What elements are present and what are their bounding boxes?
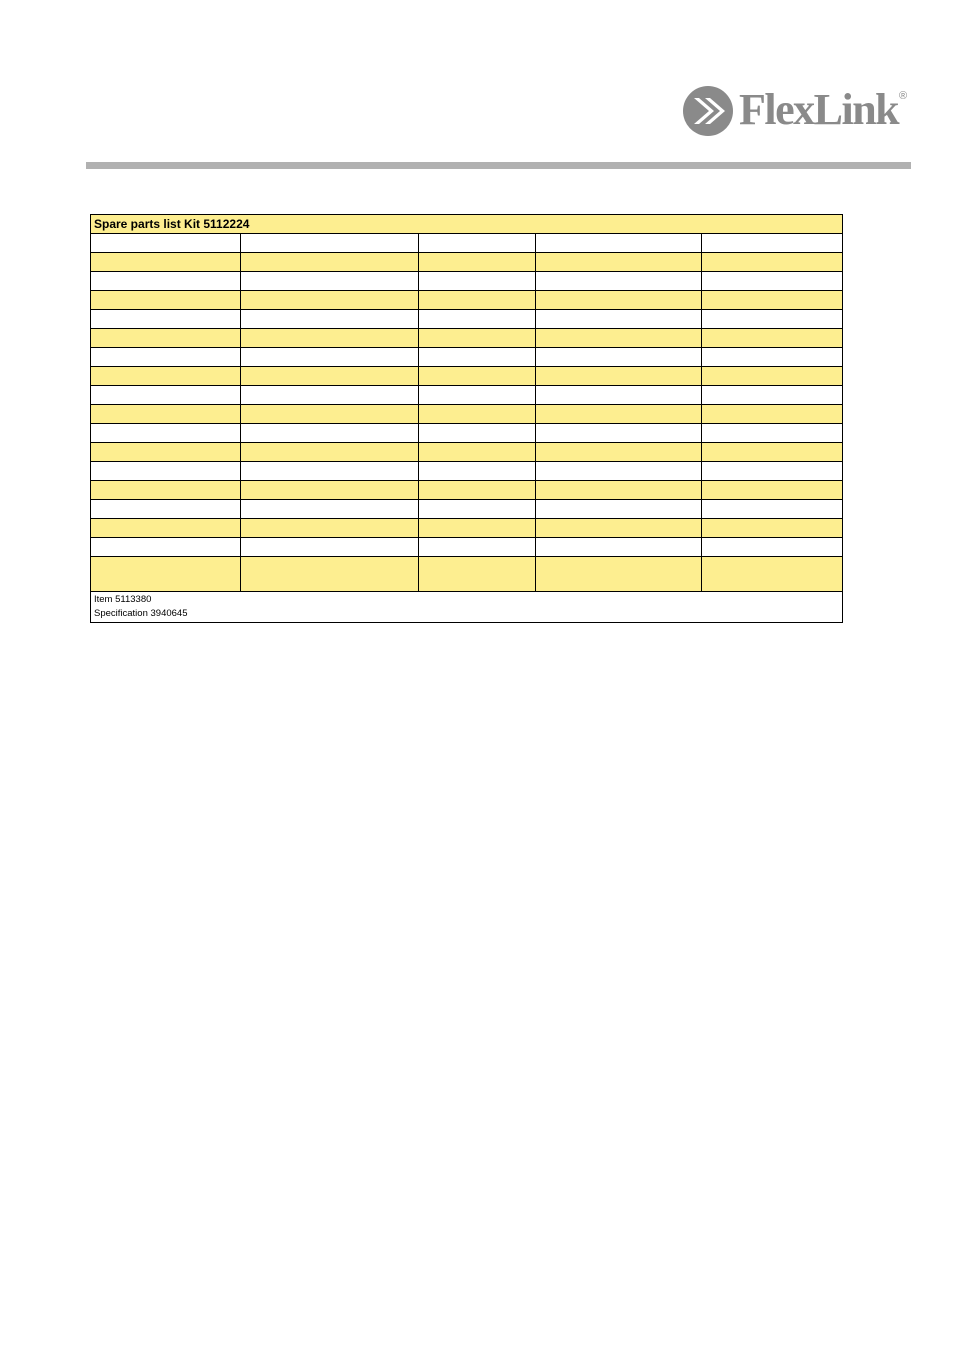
table-row xyxy=(91,557,843,592)
specification-number: Specification 3940645 xyxy=(94,608,188,619)
brand-logo xyxy=(683,84,913,138)
brand-name: FlexLink xyxy=(739,85,899,134)
table-row xyxy=(91,367,843,386)
item-number: Item 5113380 xyxy=(94,594,152,605)
table-row xyxy=(91,519,843,538)
table-title: Spare parts list Kit 5112224 xyxy=(91,215,843,234)
table-row xyxy=(91,348,843,367)
table-row xyxy=(91,443,843,462)
table-row xyxy=(91,253,843,272)
table-row xyxy=(91,462,843,481)
table-footer-row xyxy=(91,592,843,623)
header-rule xyxy=(86,162,911,169)
table-row xyxy=(91,500,843,519)
flexlink-chevrons-icon xyxy=(683,86,733,136)
table-row xyxy=(91,386,843,405)
table-row xyxy=(91,310,843,329)
spare-parts-table xyxy=(90,214,843,623)
table-row xyxy=(91,481,843,500)
table-row xyxy=(91,405,843,424)
table-row xyxy=(91,234,843,253)
table-row xyxy=(91,424,843,443)
table-row xyxy=(91,329,843,348)
table-row xyxy=(91,272,843,291)
table-footer xyxy=(91,592,843,623)
registered-mark: ® xyxy=(899,90,908,102)
table-title-row xyxy=(91,215,843,234)
table-row xyxy=(91,291,843,310)
table-row xyxy=(91,538,843,557)
